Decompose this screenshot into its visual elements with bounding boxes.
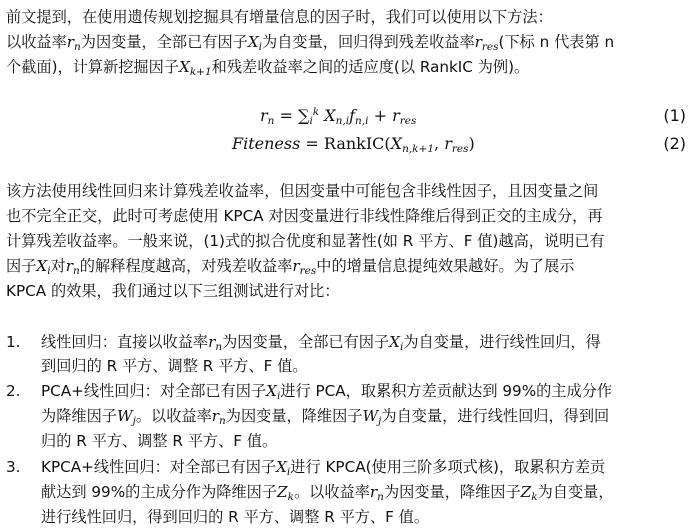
list-item-3-line-3: 进行线性回归，得到回归的 R 平方、调整 R 平方、F 值。 — [41, 508, 430, 526]
list-number-2: 2. — [6, 382, 21, 400]
para-line-4: 因子$X_i$对$r_n$的解释程度越高，对残差收益率$r_{res}$中的增量信息提纯效果越好。为了展示 — [6, 257, 575, 277]
list-number-3: 3. — [6, 458, 21, 476]
equation-2: Fiteness = $RankIC(X_{n,k+1}$, $r_{res}$) — [232, 134, 475, 155]
list-item-2-line-3: 归的 R 平方、调整 R 平方、F 值。 — [41, 432, 278, 450]
list-number-1: 1. — [6, 333, 21, 351]
list-item-1-line-1: 线性回归：直接以收益率$r_n$为因变量，全部已有因子$X_i$为自变量，进行线性回归，得 — [41, 333, 601, 353]
intro-line-1: 前文提到，在使用遗传规划挖掘具有增量信息的因子时，我们可以使用以下方法： — [6, 8, 553, 26]
intro-line-3: 个截面)，计算新挖掘因子$X_{k+1}$和残差收益率之间的适应度(以 RankIC 为例)。 — [6, 58, 530, 78]
para-line-5: KPCA 的效果，我们通过以下三组测试进行对比： — [6, 282, 340, 300]
list-item-2-line-1: PCA+线性回归：对全部已有因子$X_i$进行 PCA，取累积方差贡献达到 99%的主成分作 — [41, 382, 613, 402]
list-item-3-line-2: 献达到 99%的主成分作为降维因子$Z_k$。以收益率$r_n$为因变量，降维因子$Z_k$为自变量， — [41, 483, 614, 503]
para-line-1: 该方法使用线性回归来计算残差收益率，但因变量中可能包含非线性因子，且因变量之间 — [6, 182, 599, 200]
para-line-2: 也不完全正交，此时可考虑使用 KPCA 对因变量进行非线性降维后得到正交的主成分，再 — [6, 207, 603, 225]
list-item-3-line-1: KPCA+线性回归：对全部已有因子$X_i$进行 KPCA(使用三阶多项式核)，取累积方差贡 — [41, 458, 606, 478]
equation-1: $r_n = \sum_i^k$ $X_{n,i}f_{n,i} + r_{res}$ — [260, 106, 417, 127]
list-item-2-line-2: 为降维因子$W_j$。以收益率$r_n$为因变量，降维因子$W_j$为自变量，进行线性回归，得到回 — [41, 407, 610, 427]
equation-2-number: (2) — [663, 134, 686, 153]
list-item-1-line-2: 到回归的 R 平方、调整 R 平方、F 值。 — [41, 357, 308, 375]
equation-1-number: (1) — [663, 106, 686, 125]
intro-line-2: 以收益率$r_n$为因变量，全部已有因子$X_i$为自变量，回归得到残差收益率$r_{res}$(下标 n 代表第 n — [6, 33, 615, 53]
para-line-3: 计算残差收益率。一般来说，(1)式的拟合优度和显著性(如 R 平方、F 值)越高，说明已有 — [6, 232, 605, 250]
